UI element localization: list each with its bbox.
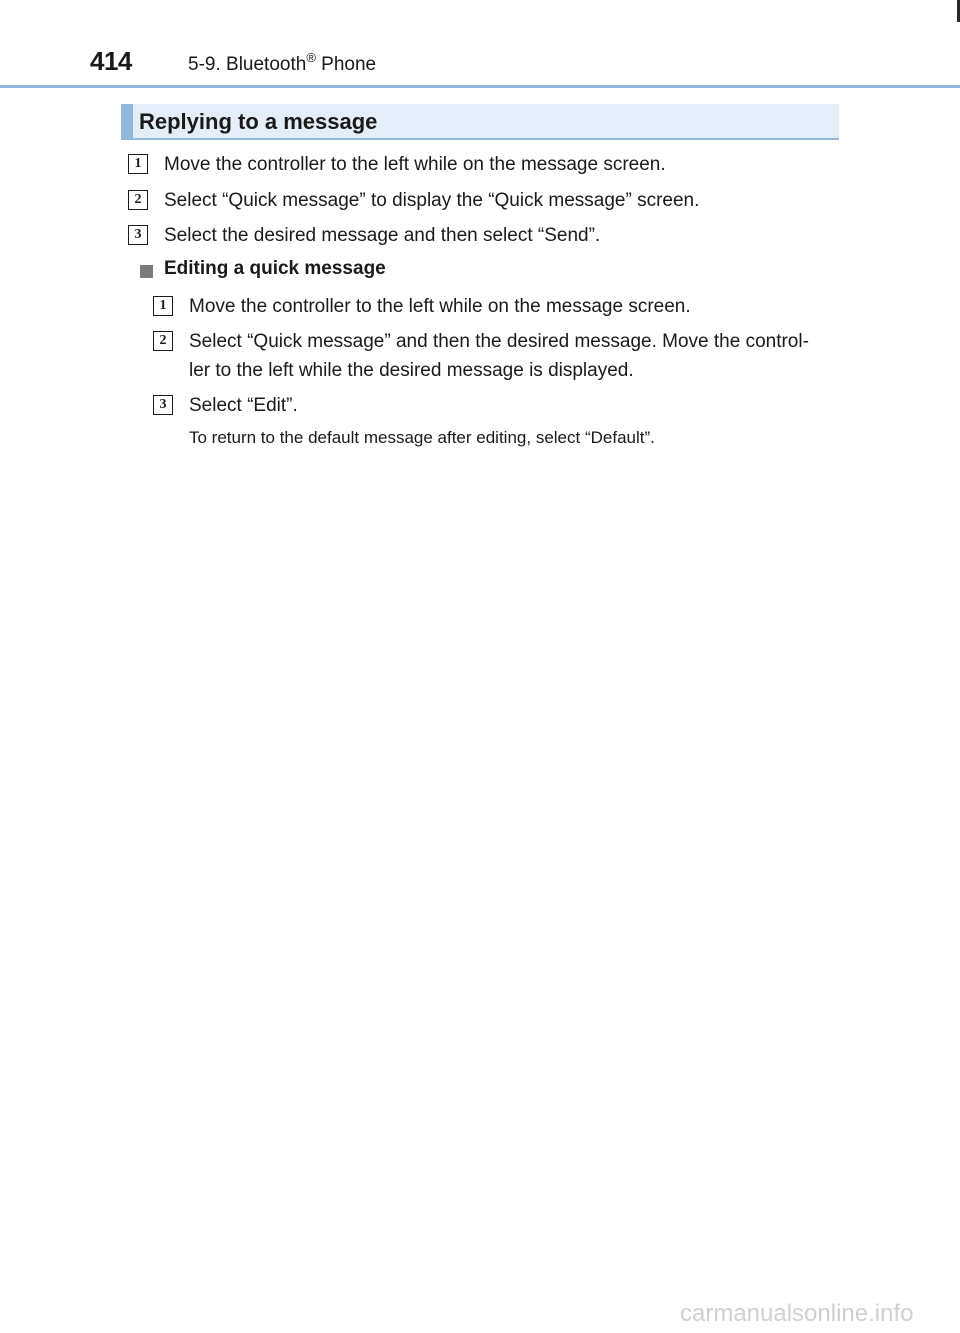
section-title: Replying to a message xyxy=(139,109,378,134)
step-number-badge: 3 xyxy=(153,395,173,415)
chapter-title-suffix: Phone xyxy=(315,54,377,75)
step-text: Move the controller to the left while on the message screen. xyxy=(164,154,666,175)
step-text: Select “Quick message” to display the “Quick message” screen. xyxy=(164,190,700,211)
chapter-title-prefix: 5-9. Bluetooth xyxy=(188,54,307,75)
watermark: carmanualsonline.info xyxy=(680,1300,914,1327)
square-bullet-icon xyxy=(140,265,153,278)
step-text: Select the desired message and then select “Send”. xyxy=(164,225,601,246)
step-text-line-1: Select “Quick message” and then the desired message. Move the control- xyxy=(189,331,809,352)
section-heading-accent xyxy=(121,104,133,140)
step-number-badge: 2 xyxy=(128,190,148,210)
subsection-title: Editing a quick message xyxy=(164,258,386,279)
header-divider xyxy=(0,85,960,88)
page-header xyxy=(0,0,960,90)
note-text: To return to the default message after editing, select “Default”. xyxy=(189,428,655,447)
step-text-line-2: ler to the left while the desired message is displayed. xyxy=(189,360,634,381)
step-number-badge: 3 xyxy=(128,225,148,245)
page-number: 414 xyxy=(90,46,132,76)
registered-mark: ® xyxy=(306,50,316,65)
step-number-badge: 1 xyxy=(153,296,173,316)
step-number-badge: 1 xyxy=(128,154,148,174)
step-text: Select “Edit”. xyxy=(189,395,298,416)
section-heading xyxy=(121,104,839,140)
step-number-badge: 2 xyxy=(153,331,173,351)
step-text: Move the controller to the left while on the message screen. xyxy=(189,296,691,317)
chapter-title xyxy=(188,50,377,76)
